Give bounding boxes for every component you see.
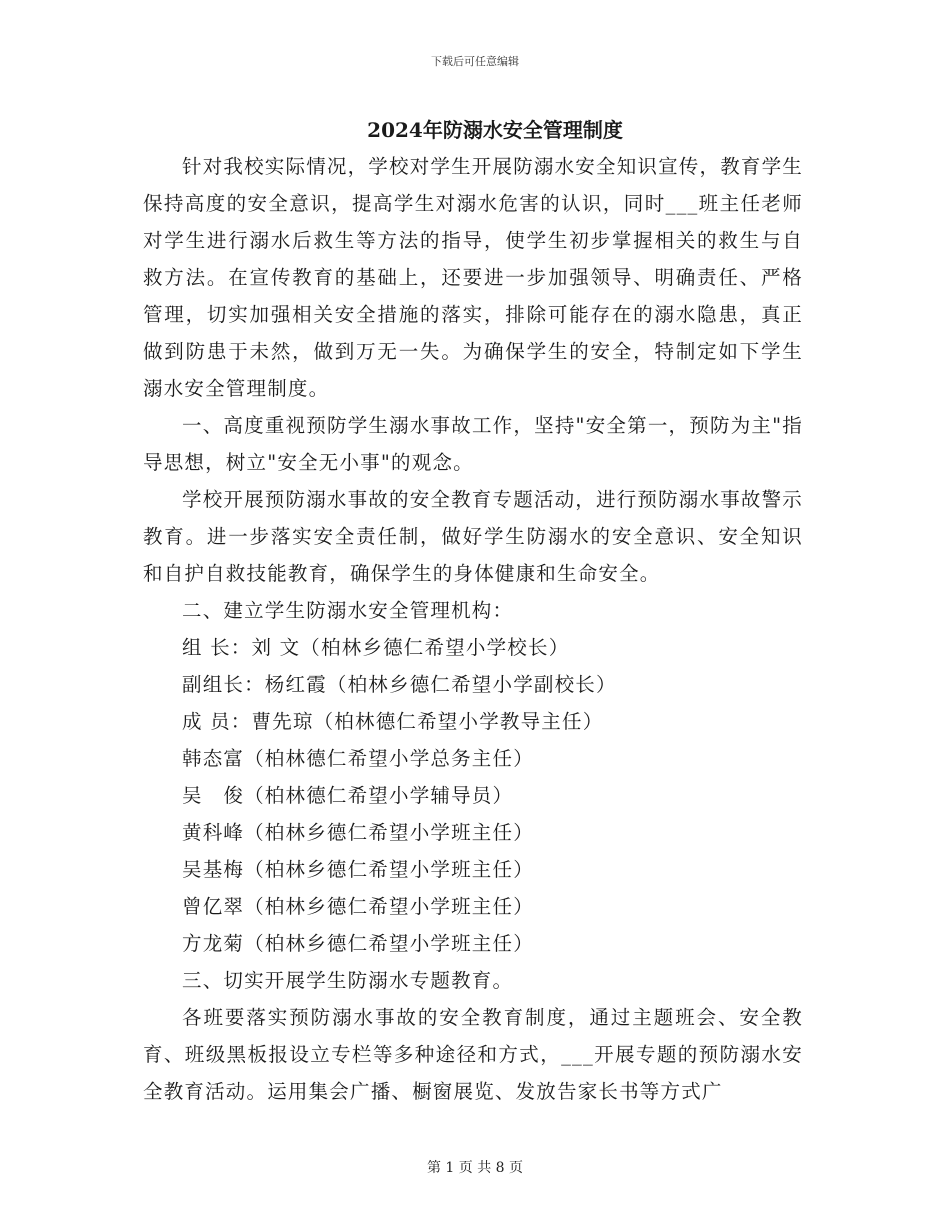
paragraph-section-3: 三、切实开展学生防溺水专题教育。 bbox=[182, 969, 514, 992]
member-line-1: 成 员：曹先琼（柏林德仁希望小学教导主任） bbox=[182, 710, 604, 733]
paragraph-section-2: 二、建立学生防溺水安全管理机构： bbox=[182, 599, 514, 622]
paragraph-section-1-detail: 学校开展预防溺水事故的安全教育专题活动，进行预防溺水事故警示教育。进一步落实安全责任制，做好学生防溺水的安全意识、安全知识和自护自救技能教育，确保学生的身体健康和生命安全。 bbox=[143, 488, 804, 585]
page-number: 第 1 页 共 8 页 bbox=[426, 1160, 524, 1176]
member-line-3: 吴 俊（柏林德仁希望小学辅导员） bbox=[182, 784, 514, 807]
member-line-7: 方龙菊（柏林乡德仁希望小学班主任） bbox=[182, 932, 534, 955]
member-line-6: 曾亿翠（柏林乡德仁希望小学班主任） bbox=[182, 895, 534, 918]
member-deputy-leader: 副组长：杨红霞（柏林乡德仁希望小学副校长） bbox=[182, 673, 617, 696]
paragraph-section-1: 一、高度重视预防学生溺水事故工作，坚持"安全第一，预防为主"指导思想，树立"安全无小事"的观念。 bbox=[143, 414, 803, 474]
member-line-2: 韩态富（柏林德仁希望小学总务主任） bbox=[182, 747, 534, 770]
header-note: 下载后可任意编辑 bbox=[431, 55, 519, 68]
member-leader: 组 长：刘 文（柏林乡德仁希望小学校长） bbox=[182, 636, 570, 659]
paragraph-intro: 针对我校实际情况，学校对学生开展防溺水安全知识宣传，教育学生保持高度的安全意识，提高学生对溺水危害的认识，同时___班主任老师对学生进行溺水后救生等方法的指导，使学生初步掌握相关的救生与自救方法。在宣传教育的基础上，还要进一步加强领导、明确责任、严格管理，切实加强相关安全措施的落实，排除可能存在的溺水隐患，真正做到防患于未然，做到万无一失。为确保学生的安全，特制定如下学生溺水安全管理制度。 bbox=[143, 155, 804, 400]
member-line-4: 黄科峰（柏林乡德仁希望小学班主任） bbox=[182, 821, 534, 844]
paragraph-section-3-detail: 各班要落实预防溺水事故的安全教育制度，通过主题班会、安全教育、班级黑板报设立专栏等多种途径和方式，___开展专题的预防溺水安全教育活动。运用集会广播、橱窗展览、发放告家长书等方式广 bbox=[143, 1006, 803, 1103]
member-line-5: 吴基梅（柏林乡德仁希望小学班主任） bbox=[182, 858, 534, 881]
document-body bbox=[143, 148, 803, 1110]
document-title: 2024年防溺水安全管理制度 bbox=[367, 118, 623, 142]
